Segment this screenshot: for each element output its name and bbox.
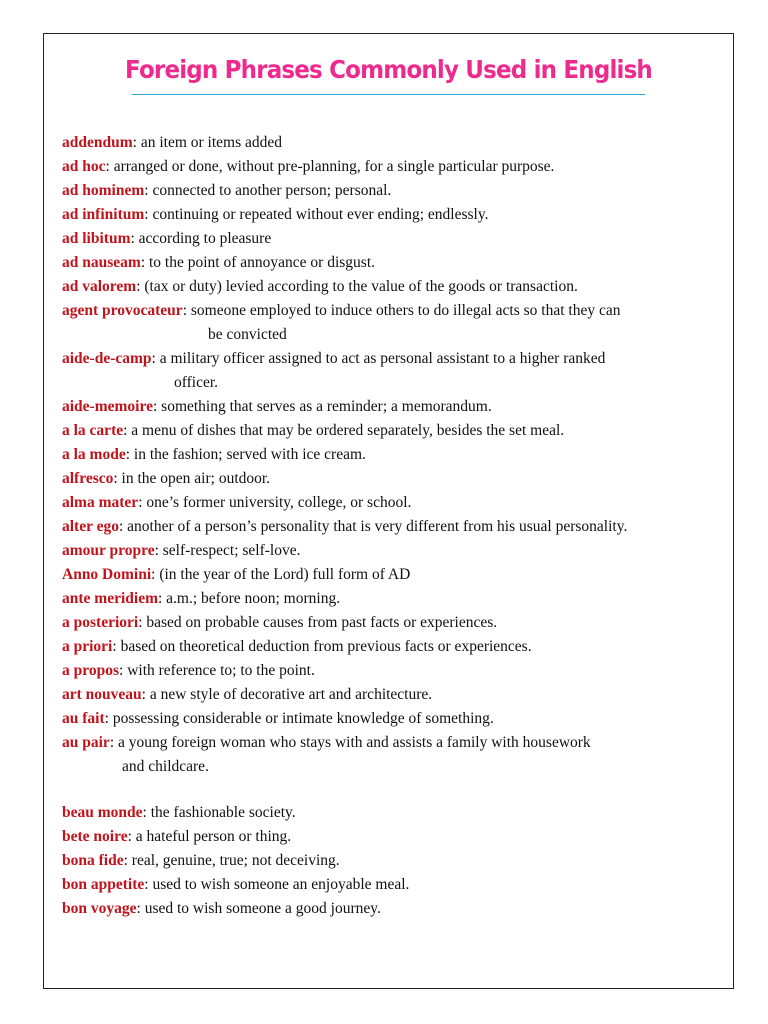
- glossary-term: art nouveau: [62, 686, 142, 703]
- glossary-entry: agent provocateur: someone employed to induce others to do illegal acts so that they can be convicted: [62, 299, 727, 347]
- glossary-term: aide-memoire: [62, 398, 153, 415]
- glossary-entry: alma mater: one’s former university, college, or school.: [62, 494, 412, 511]
- glossary-entry: a la carte: a menu of dishes that may be ordered separately, besides the set meal.: [62, 422, 565, 439]
- glossary-definition: arranged or done, without pre-planning, for a single particular purpose.: [113, 158, 555, 175]
- glossary-term: bona fide: [62, 852, 124, 869]
- glossary-entry: Anno Domini: (in the year of the Lord) full form of AD: [62, 566, 411, 583]
- glossary-term: alter ego: [62, 518, 119, 535]
- glossary-entry: bona fide: real, genuine, true; not deceiving.: [62, 852, 340, 869]
- glossary-term: ad hominem: [62, 182, 145, 199]
- glossary-term: ad hoc: [62, 158, 106, 175]
- glossary-term: beau monde: [62, 804, 143, 821]
- glossary-term: amour propre: [62, 542, 155, 559]
- glossary-definition: based on theoretical deduction from previous facts or experiences.: [120, 638, 532, 655]
- glossary-definition: continuing or repeated without ever ending; endlessly.: [152, 206, 489, 223]
- glossary-definition: someone employed to induce others to do illegal acts so that they can: [190, 302, 621, 319]
- glossary-term: bon voyage: [62, 900, 137, 917]
- glossary-definition: the fashionable society.: [150, 804, 296, 821]
- glossary-term: a la carte: [62, 422, 124, 439]
- glossary-entry: aide-memoire: something that serves as a reminder; a memorandum.: [62, 398, 492, 415]
- glossary-definition: a hateful person or thing.: [135, 828, 292, 845]
- glossary-term: bon appetite: [62, 876, 145, 893]
- glossary-definition: a military officer assigned to act as personal assistant to a higher ranked: [159, 350, 606, 367]
- glossary-entry: ante meridiem: a.m.; before noon; morning.: [62, 590, 341, 607]
- glossary-definition: to the point of annoyance or disgust.: [149, 254, 375, 271]
- glossary-definition: with reference to; to the point.: [127, 662, 315, 679]
- glossary-definition: an item or items added: [140, 134, 283, 151]
- glossary-definition: (tax or duty) levied according to the value of the goods or transaction.: [144, 278, 578, 295]
- glossary-term: alma mater: [62, 494, 139, 511]
- glossary-term: agent provocateur: [62, 302, 183, 319]
- glossary-entry: addendum: an item or items added: [62, 134, 283, 151]
- glossary-definition: a.m.; before noon; morning.: [166, 590, 341, 607]
- glossary-entry: aide-de-camp: a military officer assigned to act as personal assistant to a higher ranked officer.: [62, 347, 727, 395]
- glossary-term: bete noire: [62, 828, 128, 845]
- glossary-entry: alfresco: in the open air; outdoor.: [62, 470, 271, 487]
- glossary-term: aide-de-camp: [62, 350, 152, 367]
- glossary-term: ad nauseam: [62, 254, 141, 271]
- glossary-entry: ad nauseam: to the point of annoyance or disgust.: [62, 254, 375, 271]
- glossary-definition-continuation: and childcare.: [122, 758, 209, 775]
- glossary-definition: in the fashion; served with ice cream.: [133, 446, 366, 463]
- title-underline: [132, 94, 645, 95]
- glossary-term: ad valorem: [62, 278, 137, 295]
- glossary-entry: ad infinitum: continuing or repeated without ever ending; endlessly.: [62, 206, 489, 223]
- glossary-term: alfresco: [62, 470, 114, 487]
- glossary-entry: a priori: based on theoretical deduction from previous facts or experiences.: [62, 638, 532, 655]
- glossary-definition: another of a person’s personality that is very different from his usual personality.: [127, 518, 628, 535]
- glossary-term: a priori: [62, 638, 113, 655]
- glossary-entry: a propos: with reference to; to the point.: [62, 662, 315, 679]
- glossary-definition: in the open air; outdoor.: [121, 470, 271, 487]
- glossary-definition: used to wish someone an enjoyable meal.: [152, 876, 410, 893]
- glossary-list: [62, 131, 727, 921]
- glossary-entry: ad hoc: arranged or done, without pre-planning, for a single particular purpose.: [62, 158, 555, 175]
- glossary-entry: amour propre: self-respect; self-love.: [62, 542, 301, 559]
- glossary-term: a la mode: [62, 446, 126, 463]
- glossary-term: ante meridiem: [62, 590, 158, 607]
- glossary-term: a propos: [62, 662, 119, 679]
- glossary-entry: a posteriori: based on probable causes from past facts or experiences.: [62, 614, 498, 631]
- glossary-entry: ad valorem: (tax or duty) levied according to the value of the goods or transaction.: [62, 278, 578, 295]
- glossary-definition: self-respect; self-love.: [162, 542, 301, 559]
- glossary-entry: beau monde: the fashionable society.: [62, 804, 296, 821]
- glossary-entry: bete noire: a hateful person or thing.: [62, 828, 292, 845]
- glossary-entry: bon appetite: used to wish someone an enjoyable meal.: [62, 876, 410, 893]
- glossary-term: ad libitum: [62, 230, 131, 247]
- glossary-entry: art nouveau: a new style of decorative art and architecture.: [62, 686, 433, 703]
- section-gap: [62, 779, 727, 801]
- glossary-entry: bon voyage: used to wish someone a good journey.: [62, 900, 381, 917]
- glossary-entry: au fait: possessing considerable or intimate knowledge of something.: [62, 710, 494, 727]
- glossary-definition: according to pleasure: [138, 230, 272, 247]
- glossary-definition-continuation: officer.: [174, 374, 219, 391]
- glossary-definition: based on probable causes from past facts or experiences.: [146, 614, 498, 631]
- glossary-definition: connected to another person; personal.: [152, 182, 392, 199]
- glossary-definition-continuation: be convicted: [208, 326, 287, 343]
- glossary-definition: (in the year of the Lord) full form of AD: [159, 566, 411, 583]
- glossary-term: au pair: [62, 734, 110, 751]
- glossary-definition: one’s former university, college, or school.: [146, 494, 412, 511]
- glossary-entry: ad hominem: connected to another person; personal.: [62, 182, 392, 199]
- glossary-definition: a menu of dishes that may be ordered separately, besides the set meal.: [131, 422, 565, 439]
- glossary-definition: used to wish someone a good journey.: [144, 900, 381, 917]
- glossary-term: a posteriori: [62, 614, 139, 631]
- glossary-entry: alter ego: another of a person’s personality that is very different from his usual personality.: [62, 518, 628, 535]
- glossary-definition: real, genuine, true; not deceiving.: [131, 852, 340, 869]
- glossary-term: au fait: [62, 710, 105, 727]
- glossary-entry: a la mode: in the fashion; served with ice cream.: [62, 446, 366, 463]
- glossary-definition: possessing considerable or intimate knowledge of something.: [112, 710, 494, 727]
- glossary-definition: something that serves as a reminder; a memorandum.: [161, 398, 492, 415]
- glossary-term: Anno Domini: [62, 566, 152, 583]
- glossary-entry: ad libitum: according to pleasure: [62, 230, 272, 247]
- glossary-term: addendum: [62, 134, 133, 151]
- page-title: Foreign Phrases Commonly Used in English: [125, 55, 652, 84]
- glossary-definition: a young foreign woman who stays with and assists a family with housework: [118, 734, 591, 751]
- glossary-definition: a new style of decorative art and architecture.: [149, 686, 433, 703]
- glossary-term: ad infinitum: [62, 206, 145, 223]
- glossary-entry: au pair: a young foreign woman who stays with and assists a family with housework and childcare.: [62, 731, 727, 779]
